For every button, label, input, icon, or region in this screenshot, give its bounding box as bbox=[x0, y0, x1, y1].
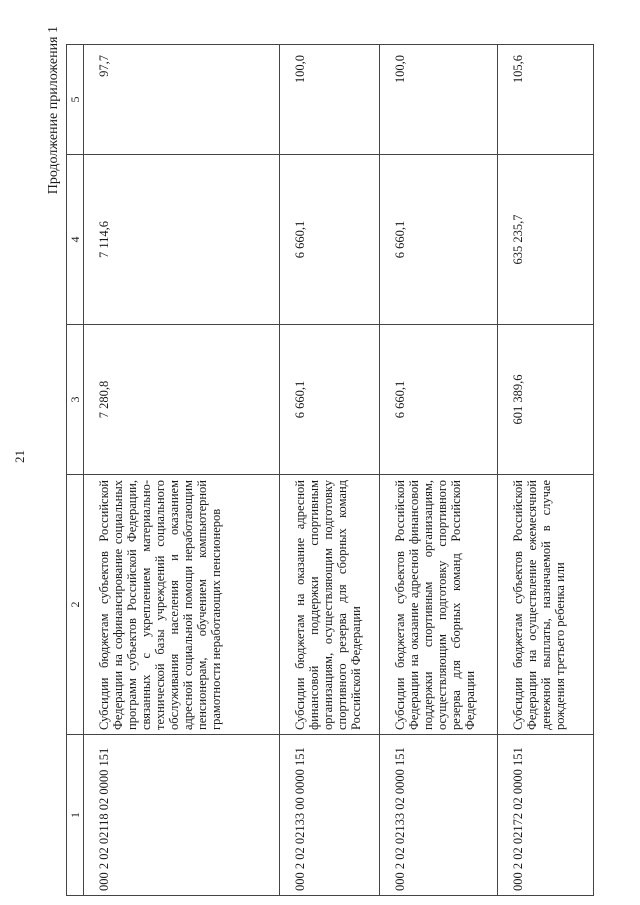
value-col3: 7 280,8 bbox=[84, 325, 280, 475]
table-header-row bbox=[67, 45, 84, 896]
value-col3: 601 389,6 bbox=[498, 325, 594, 475]
row-description: Субсидии бюджетам субъектов Российской Федерации на осуществление ежемесячной денежной выплаты, назначаемой в случае рождения третьего ребенка или bbox=[498, 475, 594, 735]
budget-code: 000 2 02 02118 02 0000 151 bbox=[84, 735, 280, 896]
column-header: 5 bbox=[67, 45, 84, 155]
table-row bbox=[498, 45, 594, 896]
page-number: 21 bbox=[12, 450, 27, 463]
column-header: 3 bbox=[67, 325, 84, 475]
budget-table bbox=[66, 44, 594, 896]
row-description: Субсидии бюджетам субъектов Российской Федерации на оказание адресной финансовой поддержки спортивным организациям, осуществляющим подготовку спортивного резерва для сборных команд Российской Федерации bbox=[380, 475, 498, 735]
table-row bbox=[380, 45, 498, 896]
budget-code: 000 2 02 02133 02 0000 151 bbox=[380, 735, 498, 896]
value-col3: 6 660,1 bbox=[280, 325, 380, 475]
budget-code: 000 2 02 02133 00 0000 151 bbox=[280, 735, 380, 896]
value-col5: 105,6 bbox=[498, 45, 594, 155]
table-row bbox=[280, 45, 380, 896]
value-col4: 6 660,1 bbox=[380, 155, 498, 325]
value-col5: 97,7 bbox=[84, 45, 280, 155]
table-row bbox=[84, 45, 280, 896]
value-col4: 7 114,6 bbox=[84, 155, 280, 325]
row-description: Субсидии бюджетам субъектов Российской Федерации на софинансирование социальных программ субъектов Российской Федерации, связанных с укреплением материально-технической базы учреждений социального обслуживания населения и оказанием адресной социальной помощи неработающим пенсионерам, обучением компьютерной грамотности неработающих пенсионеров bbox=[84, 475, 280, 735]
value-col5: 100,0 bbox=[280, 45, 380, 155]
value-col4: 635 235,7 bbox=[498, 155, 594, 325]
column-header: 4 bbox=[67, 155, 84, 325]
budget-code: 000 2 02 02172 02 0000 151 bbox=[498, 735, 594, 896]
row-description: Субсидии бюджетам на оказание адресной финансовой поддержки спортивным организациям, осуществляющим подготовку спортивного резерва для сборных команд Российской Федерации bbox=[280, 475, 380, 735]
value-col3: 6 660,1 bbox=[380, 325, 498, 475]
column-header: 2 bbox=[67, 475, 84, 735]
continuation-label: Продолжение приложения 1 bbox=[46, 26, 61, 195]
column-header: 1 bbox=[67, 735, 84, 896]
value-col4: 6 660,1 bbox=[280, 155, 380, 325]
value-col5: 100,0 bbox=[380, 45, 498, 155]
